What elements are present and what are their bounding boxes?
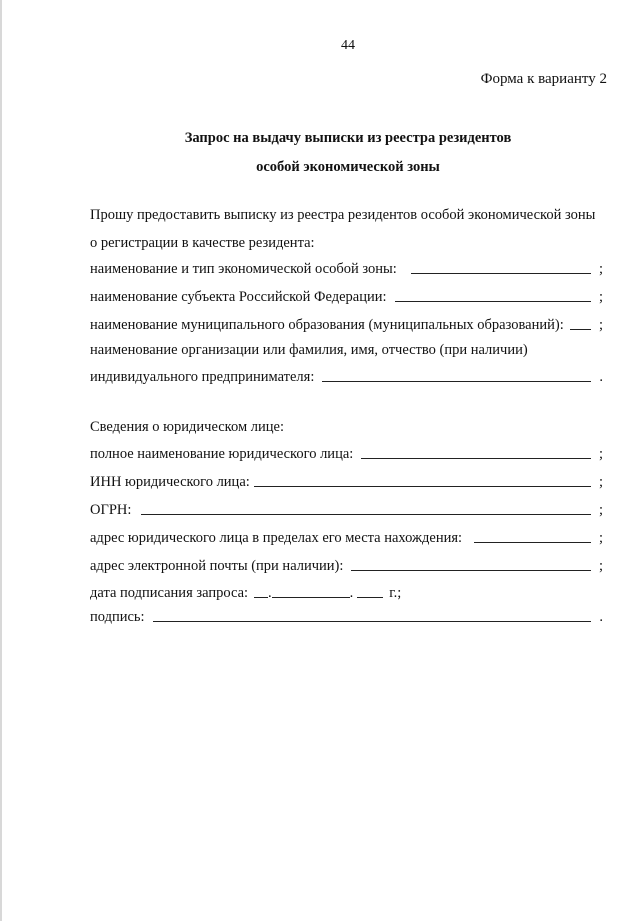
document-title-line-2: особой экономической зоны <box>256 159 440 175</box>
field-label: адрес юридического лица в пределах его места нахождения: <box>90 530 463 546</box>
legal-entity-heading: Сведения о юридическом лице: <box>90 419 284 435</box>
field-signature <box>90 606 603 626</box>
field-blank-line[interactable] <box>395 301 591 302</box>
org-name-line-1: наименование организации или фамилия, имя, отчество (при наличии) <box>90 342 528 358</box>
field-label: индивидуального предпринимателя: <box>90 369 315 385</box>
date-separator: . <box>349 585 354 601</box>
field-entrepreneur <box>90 366 603 386</box>
field-blank-line[interactable] <box>254 486 591 487</box>
date-separator: . <box>268 585 272 601</box>
date-year-blank[interactable] <box>357 597 383 598</box>
field-terminator: ; <box>598 261 603 277</box>
field-legal-address <box>90 527 603 547</box>
field-label: полное наименование юридического лица: <box>90 446 354 462</box>
form-variant-label: Форма к варианту 2 <box>480 71 607 87</box>
field-terminator: ; <box>598 502 603 518</box>
field-inn <box>90 471 603 491</box>
field-label: наименование муниципального образования (муниципальных образований): <box>90 317 564 333</box>
date-year-suffix: г.; <box>389 585 402 601</box>
field-zone-name <box>90 258 603 278</box>
field-terminator: . <box>599 369 603 385</box>
field-label: ИНН юридического лица: <box>90 474 250 490</box>
field-label: наименование субъекта Российской Федерации: <box>90 289 387 305</box>
field-federal-subject <box>90 286 603 306</box>
document-title-line-1: Запрос на выдачу выписки из реестра резидентов <box>184 130 512 146</box>
field-blank-line[interactable] <box>141 514 591 515</box>
field-blank-line[interactable] <box>322 381 591 382</box>
field-label: ОГРН: <box>90 502 132 518</box>
intro-line-2: о регистрации в качестве резидента: <box>90 235 315 251</box>
field-blank-line[interactable] <box>361 458 591 459</box>
field-label: подпись: <box>90 609 145 625</box>
field-label: наименование и тип экономической особой зоны: <box>90 261 397 277</box>
field-request-date <box>90 582 603 602</box>
date-day-blank[interactable] <box>254 597 268 598</box>
field-terminator: ; <box>598 474 603 490</box>
field-blank-line[interactable] <box>351 570 591 571</box>
date-month-blank[interactable] <box>272 597 350 598</box>
field-label: адрес электронной почты (при наличии): <box>90 558 344 574</box>
page-number: 44 <box>341 38 355 53</box>
field-label: дата подписания запроса: <box>90 585 249 601</box>
field-terminator: ; <box>598 317 603 333</box>
field-ogrn <box>90 499 603 519</box>
field-legal-full-name <box>90 443 603 463</box>
field-municipality <box>90 314 603 334</box>
field-blank-line[interactable] <box>411 273 591 274</box>
signature-blank-line[interactable] <box>153 621 591 622</box>
intro-line-1: Прошу предоставить выписку из реестра резидентов особой экономической зоны <box>90 207 596 223</box>
field-blank-line[interactable] <box>570 329 591 330</box>
field-terminator: ; <box>598 446 603 462</box>
field-email <box>90 555 603 575</box>
field-terminator: . <box>599 609 603 625</box>
field-terminator: ; <box>598 289 603 305</box>
field-terminator: ; <box>598 558 603 574</box>
field-blank-line[interactable] <box>474 542 591 543</box>
field-terminator: ; <box>598 530 603 546</box>
